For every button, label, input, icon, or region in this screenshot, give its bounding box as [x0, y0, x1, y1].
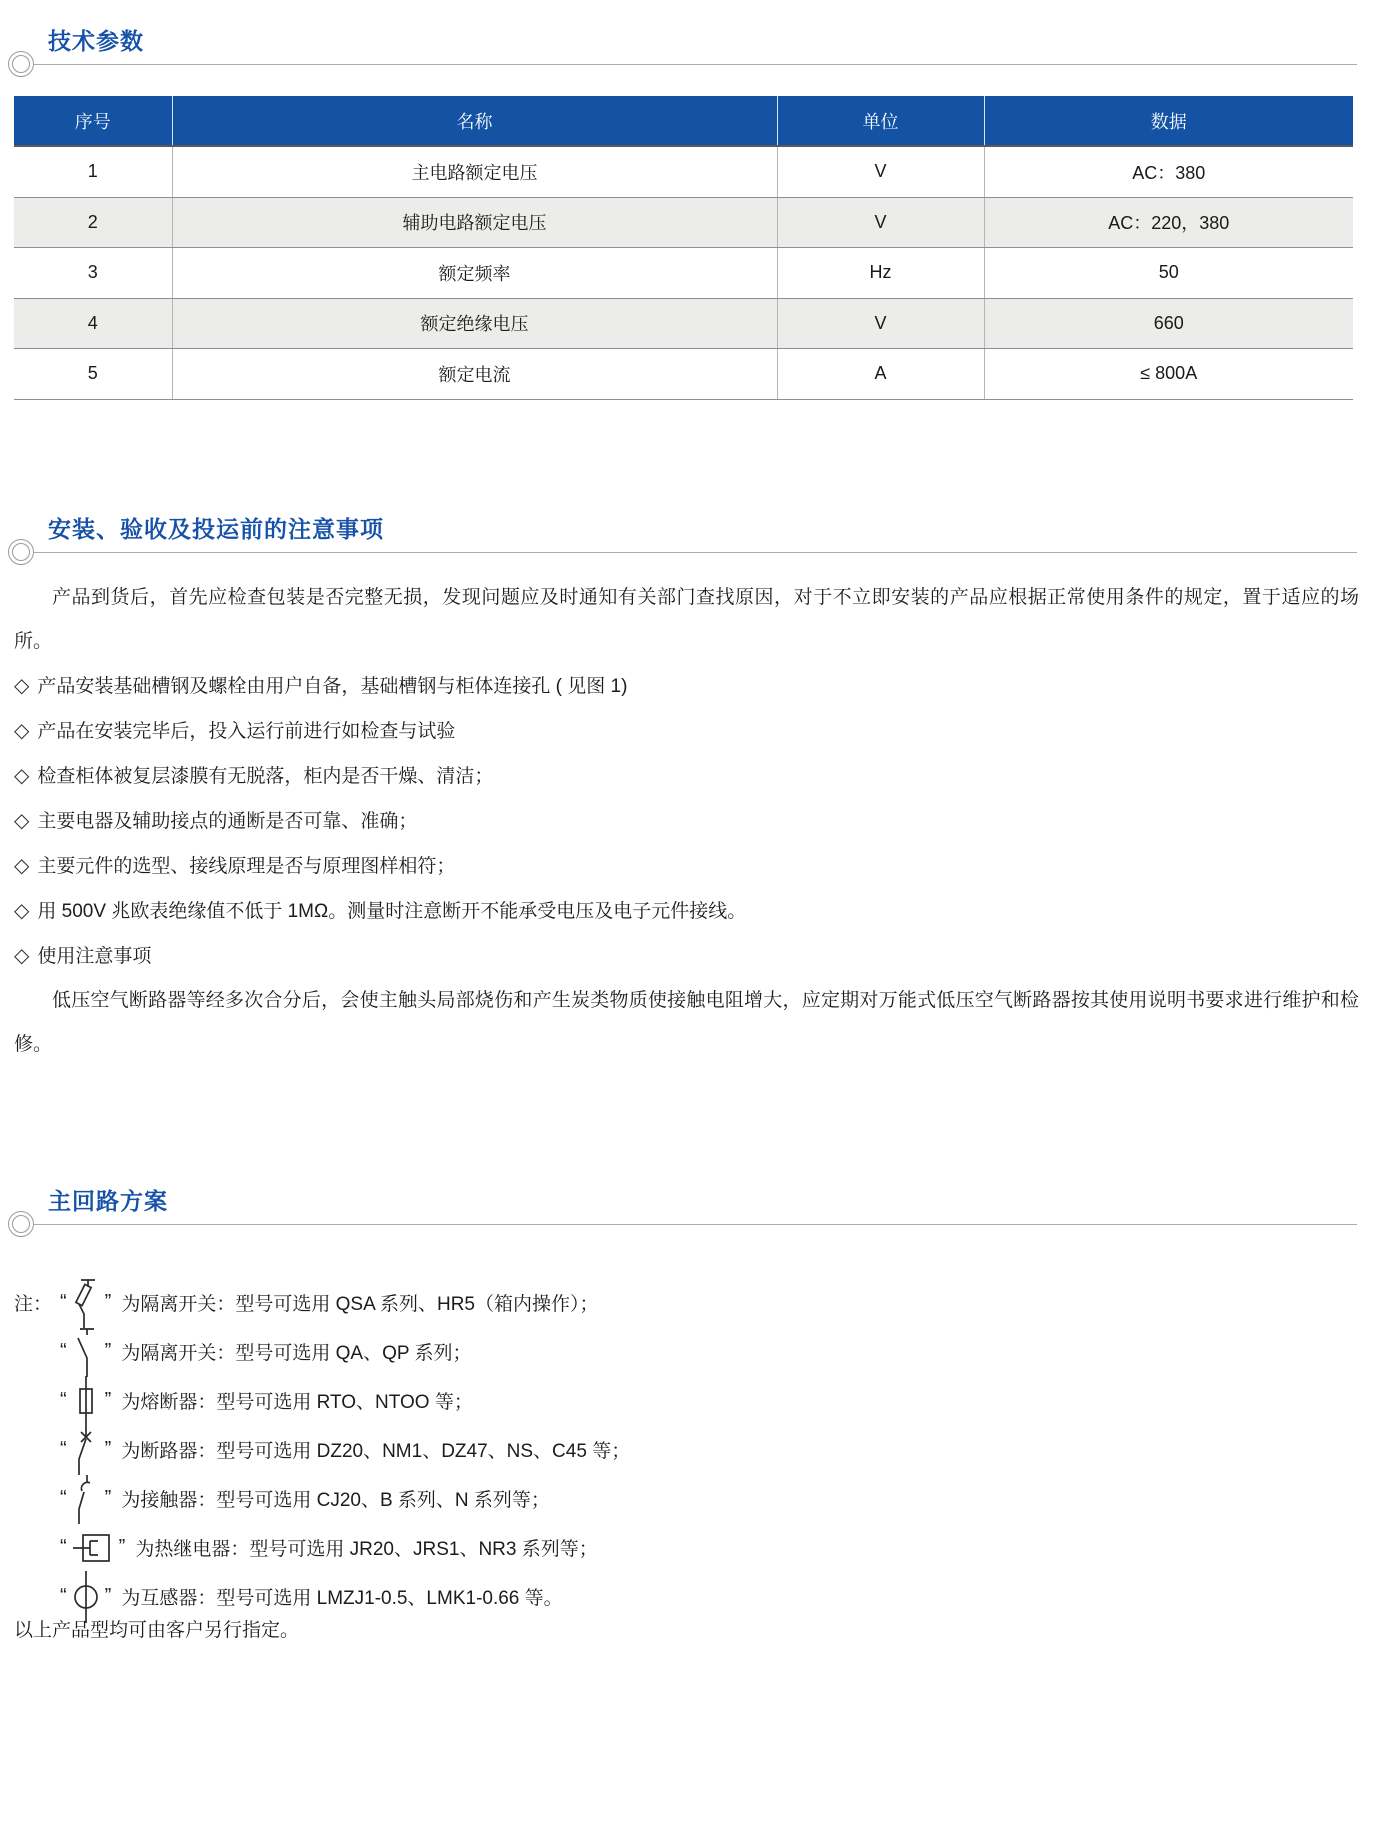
cell-data: ≤ 800A	[984, 349, 1353, 400]
list-item	[14, 934, 1359, 979]
divider	[24, 1224, 1357, 1225]
legend-text: 为接触器：型号可选用 CJ20、B 系列、N 系列等；	[121, 1490, 550, 1511]
list-item	[14, 889, 1359, 934]
cell-data: AC：220，380	[984, 197, 1353, 248]
cell-name: 额定频率	[172, 248, 777, 299]
install-notes-body	[14, 576, 1359, 1067]
diamond-bullet-icon: ◇	[14, 810, 30, 832]
open-quote: “	[60, 1585, 67, 1607]
table-header-row	[14, 96, 1353, 146]
divider	[24, 64, 1357, 65]
legend-row	[14, 1474, 1354, 1523]
legend-row	[14, 1425, 1354, 1474]
list-item	[14, 709, 1359, 754]
cell-name: 辅助电路额定电压	[172, 197, 777, 248]
close-quote: ”	[118, 1536, 126, 1558]
paragraph: 产品到货后，首先应检查包装是否完整无损，发现问题应及时通知有关部门查找原因，对于不立即安装的产品应根据正常使用条件的规定，置于适应的场所。	[14, 587, 1359, 652]
cell-name: 额定绝缘电压	[172, 298, 777, 349]
legend-text: 为隔离开关：型号可选用 QSA 系列、HR5（箱内操作）；	[121, 1294, 599, 1315]
close-quote: ”	[104, 1291, 112, 1313]
cell-index: 3	[14, 248, 172, 299]
cell-index: 5	[14, 349, 172, 400]
col-header-unit: 单位	[777, 96, 984, 146]
close-quote: ”	[104, 1340, 112, 1362]
legend-footer: 以上产品型均可由客户另行指定。	[14, 1620, 300, 1641]
legend-row	[14, 1376, 1354, 1425]
close-quote: ”	[104, 1585, 112, 1607]
diamond-bullet-icon: ◇	[14, 675, 30, 697]
open-quote: “	[60, 1536, 67, 1558]
cell-index: 2	[14, 197, 172, 248]
legend-text: 为隔离开关：型号可选用 QA、QP 系列；	[121, 1343, 472, 1364]
legend-row	[14, 1572, 1354, 1621]
col-header-index: 序号	[14, 96, 172, 146]
list-item	[14, 844, 1359, 889]
circuit-symbol-legend	[14, 1278, 1354, 1621]
legend-row	[14, 1278, 1354, 1327]
table-row	[14, 248, 1353, 299]
legend-text: 为熔断器：型号可选用 RTO、NTOO 等；	[121, 1392, 473, 1413]
section-header-circuit	[0, 1186, 1373, 1264]
note-prefix: 注：	[14, 1294, 53, 1315]
cell-index: 1	[14, 146, 172, 197]
cell-name: 额定电流	[172, 349, 777, 400]
paragraph: 低压空气断路器等经多次合分后，会使主触头局部烧伤和产生炭类物质使接触电阻增大，应定期对万能式低压空气断路器按其使用说明书要求进行维护和检修。	[14, 990, 1359, 1055]
diamond-bullet-icon: ◇	[14, 765, 30, 787]
ring-icon	[8, 1211, 34, 1237]
legend-row	[14, 1327, 1354, 1376]
col-header-name: 名称	[172, 96, 777, 146]
diamond-bullet-icon: ◇	[14, 720, 30, 742]
open-quote: “	[60, 1291, 67, 1313]
cell-unit: A	[777, 349, 984, 400]
bullet-text: 产品在安装完毕后，投入运行前进行如检查与试验	[37, 721, 456, 742]
open-quote: “	[60, 1389, 67, 1411]
close-quote: ”	[104, 1487, 112, 1509]
cell-unit: V	[777, 298, 984, 349]
col-header-data: 数据	[984, 96, 1353, 146]
cell-data: AC：380	[984, 146, 1353, 197]
cell-unit: V	[777, 197, 984, 248]
cell-unit: Hz	[777, 248, 984, 299]
table-row	[14, 197, 1353, 248]
list-item	[14, 664, 1359, 709]
open-quote: “	[60, 1487, 67, 1509]
spec-table	[14, 96, 1353, 400]
section-title: 安装、验收及投运前的注意事项	[48, 516, 384, 542]
legend-text: 为热继电器：型号可选用 JR20、JRS1、NR3 系列等；	[135, 1539, 598, 1560]
circuit-breaker-icon	[71, 1422, 101, 1478]
cell-unit: V	[777, 146, 984, 197]
bullet-text: 主要电器及辅助接点的通断是否可靠、准确；	[37, 811, 418, 832]
contactor-icon	[71, 1471, 101, 1527]
fuse-icon	[71, 1373, 101, 1429]
list-item	[14, 799, 1359, 844]
legend-row	[14, 1523, 1354, 1572]
bullet-text: 检查柜体被复层漆膜有无脱落，柜内是否干燥、清洁；	[37, 766, 494, 787]
open-quote: “	[60, 1340, 67, 1362]
thermal-relay-icon	[71, 1528, 115, 1568]
cell-index: 4	[14, 298, 172, 349]
bullet-text: 使用注意事项	[37, 946, 152, 967]
list-item	[14, 754, 1359, 799]
bullet-text: 主要元件的选型、接线原理是否与原理图样相符；	[37, 856, 456, 877]
open-quote: “	[60, 1438, 67, 1460]
legend-text: 为互感器：型号可选用 LMZJ1-0.5、LMK1-0.66 等。	[121, 1588, 563, 1609]
bullet-text: 产品安装基础槽钢及螺栓由用户自备，基础槽钢与柜体连接孔 ( 见图 1)	[37, 676, 628, 697]
table-row	[14, 349, 1353, 400]
cell-data: 50	[984, 248, 1353, 299]
cell-name: 主电路额定电压	[172, 146, 777, 197]
diamond-bullet-icon: ◇	[14, 945, 30, 967]
close-quote: ”	[104, 1438, 112, 1460]
table-row	[14, 298, 1353, 349]
section-title: 主回路方案	[48, 1188, 168, 1214]
cell-data: 660	[984, 298, 1353, 349]
page-title: 技术参数	[48, 28, 144, 54]
legend-text: 为断路器：型号可选用 DZ20、NM1、DZ47、NS、C45 等；	[121, 1441, 631, 1462]
ring-icon	[8, 51, 34, 77]
bullet-text: 用 500V 兆欧表绝缘值不低于 1MΩ。测量时注意断开不能承受电压及电子元件接线。	[37, 901, 747, 922]
close-quote: ”	[104, 1389, 112, 1411]
section-header-tech	[0, 26, 1373, 104]
ring-icon	[8, 539, 34, 565]
divider	[24, 552, 1357, 553]
diamond-bullet-icon: ◇	[14, 900, 30, 922]
diamond-bullet-icon: ◇	[14, 855, 30, 877]
fuse-switch-icon	[71, 1275, 101, 1331]
table-row	[14, 146, 1353, 197]
isolator-switch-icon	[71, 1324, 101, 1380]
